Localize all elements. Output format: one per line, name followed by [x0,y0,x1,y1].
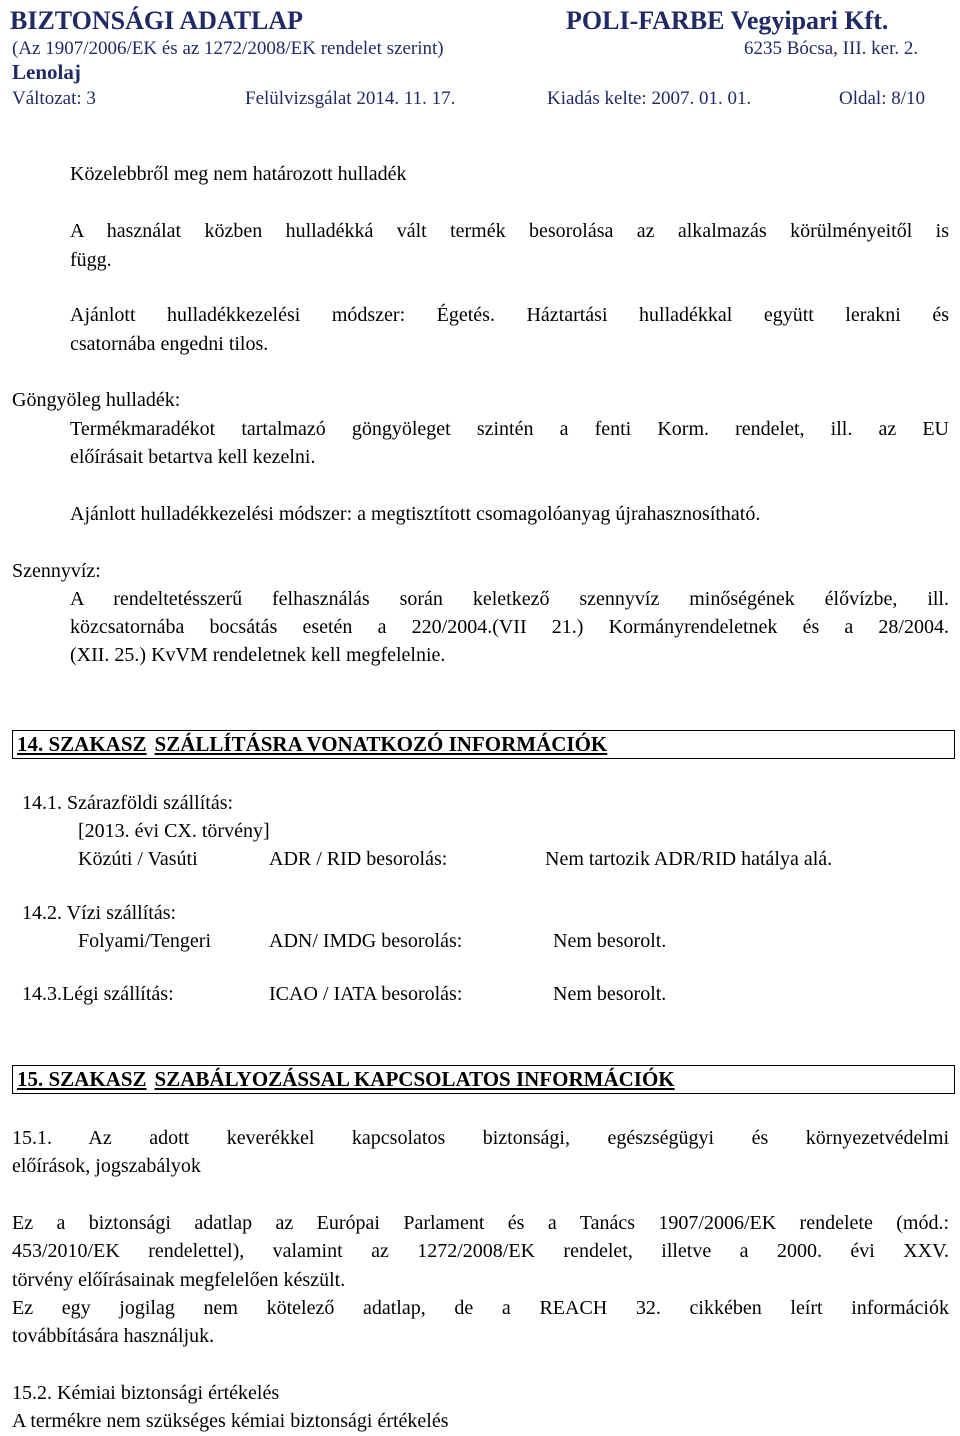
review-date: Felülvizsgálat 2014. 11. 17. [245,88,456,109]
section-14-title [17,732,615,757]
regulations-para-2-line-1: Ez egy jogilag nem kötelező adatlap, de a REACH 32. cikkében leírt információk [12,1297,949,1319]
wastewater-line-1: A rendeltetésszerű felhasználás során keletkező szennyvíz minőségének élővízbe, ill. [70,588,949,610]
land-transport-law: [2013. évi CX. törvény] [78,820,270,842]
wastewater-line-3: (XII. 25.) KvVM rendeletnek kell megfelelnie. [70,644,446,666]
product-name: Lenolaj [12,60,81,84]
document-title: BIZTONSÁGI ADATLAP [10,6,304,35]
land-transport-heading: 14.1. Szárazföldi szállítás: [22,792,234,814]
water-transport-heading: 14.2. Vízi szállítás: [22,902,177,924]
method-line-1: Ajánlott hulladékkezelési módszer: Égetés. Háztartási hulladékkal együtt lerakni és [70,304,949,326]
regulations-para-1-line-3: törvény előírásainak megfelelően készült. [12,1269,346,1291]
version-label: Változat: 3 [12,88,96,109]
waste-heading: Közelebbről meg nem határozott hulladék [70,163,407,185]
air-transport-value: Nem besorolt. [553,983,667,1005]
section-15-name: SZABÁLYOZÁSSAL KAPCSOLATOS INFORMÁCIÓK [154,1067,675,1091]
classification-line-2: függ. [70,249,112,271]
issue-date: Kiadás kelte: 2007. 01. 01. [547,88,752,109]
company-address: 6235 Bócsa, III. ker. 2. [744,38,919,59]
regulations-heading-line-2: előírások, jogszabályok [12,1155,201,1177]
wastewater-label: Szennyvíz: [12,560,101,582]
land-transport-mode: Közúti / Vasúti [78,848,198,870]
method-line-2: csatornába engedni tilos. [70,333,269,355]
water-transport-class: ADN/ IMDG besorolás: [269,930,463,952]
packaging-line-2: előírásait betartva kell kezelni. [70,446,316,468]
wastewater-line-2: közcsatornába bocsátás esetén a 220/2004.(VII 21.) Kormányrendeletnek és a 28/2004. [70,616,949,638]
regulations-para-1-line-1: Ez a biztonsági adatlap az Európai Parlament és a Tanács 1907/2006/EK rendelete (mód.: [12,1212,949,1234]
section-14-name: SZÁLLÍTÁSRA VONATKOZÓ INFORMÁCIÓK [154,732,608,756]
packaging-label: Göngyöleg hulladék: [12,389,181,411]
page-number: Oldal: 8/10 [839,88,926,109]
water-transport-value: Nem besorolt. [553,930,667,952]
chemical-safety-heading: 15.2. Kémiai biztonsági értékelés [12,1382,280,1404]
section-15-header [12,1065,955,1094]
regulations-para-1-line-2: 453/2010/EK rendelettel), valamint az 1272/2008/EK rendelet, illetve a 2000. évi XXV. [12,1240,949,1262]
regulation-note: (Az 1907/2006/EK és az 1272/2008/EK rendelet szerint) [12,38,444,59]
section-14-number: 14. SZAKASZ [17,732,147,756]
classification-line-1: A használat közben hulladékká vált termék besorolása az alkalmazás körülményeitől is [70,220,949,242]
regulations-para-2-line-2: továbbítására használjuk. [12,1325,215,1347]
land-transport-value: Nem tartozik ADR/RID hatálya alá. [545,848,833,870]
packaging-method: Ajánlott hulladékkezelési módszer: a megtisztított csomagolóanyag újrahasznosítható. [70,503,761,525]
company-name: POLI-FARBE Vegyipari Kft. [566,6,889,35]
water-transport-mode: Folyami/Tengeri [78,930,212,952]
regulations-heading-line-1: 15.1. Az adott keverékkel kapcsolatos biztonsági, egészségügyi és környezetvédelmi [12,1127,949,1149]
land-transport-class: ADR / RID besorolás: [269,848,448,870]
chemical-safety-text: A termékre nem szükséges kémiai biztonsági értékelés [12,1410,449,1432]
section-14-header [12,730,955,759]
section-15-title [17,1067,683,1092]
air-transport-heading: 14.3.Légi szállítás: [22,983,174,1005]
section-15-number: 15. SZAKASZ [17,1067,147,1091]
packaging-line-1: Termékmaradékot tartalmazó göngyöleget szintén a fenti Korm. rendelet, ill. az EU [70,418,949,440]
air-transport-class: ICAO / IATA besorolás: [269,983,463,1005]
